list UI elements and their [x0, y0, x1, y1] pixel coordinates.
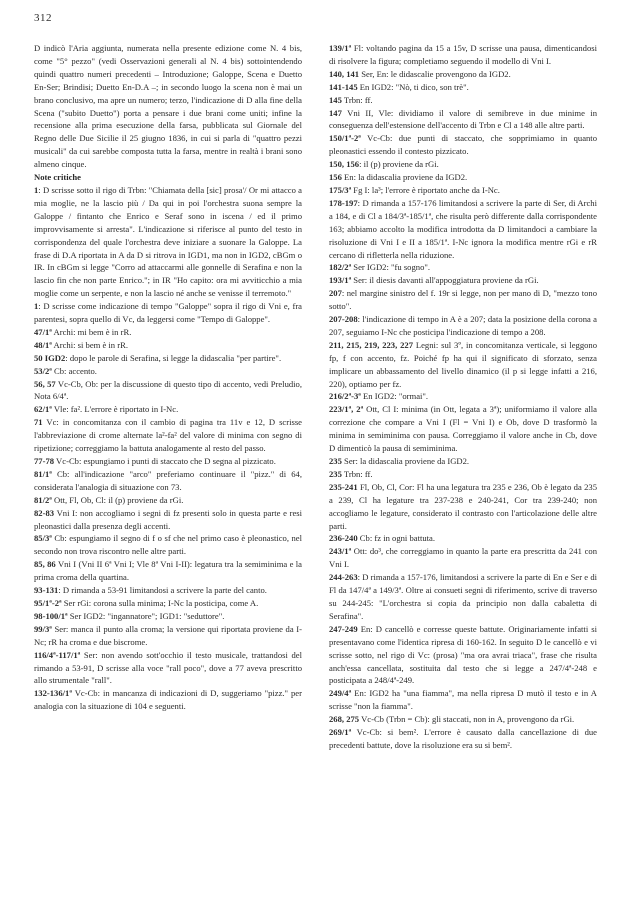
critical-note [329, 532, 597, 545]
right-notes-list [329, 42, 597, 752]
critical-note [329, 571, 597, 623]
note-reference: 82-83 [34, 507, 55, 518]
note-reference: 244-263 [329, 572, 358, 583]
critical-note [34, 558, 302, 584]
note-text: Vc-Cb (Trbn = Cb): gli staccati, non in A, provengono da rGi. [359, 714, 575, 725]
note-text: En: la didascalia proviene da IGD2. [341, 172, 468, 183]
note-reference: 150, 156 [329, 159, 360, 170]
note-text: Vle: fa². L'errore è riportato in I-Nc. [51, 404, 179, 415]
note-text: Ser IGD2: "fu sogno". [351, 262, 431, 273]
note-reference: 247-249 [329, 623, 358, 634]
note-reference: 81/1ª [34, 468, 52, 479]
critical-note [34, 494, 302, 507]
note-reference: 140, 141 [329, 68, 360, 79]
note-text: : l'indicazione di tempo in A è a 207; data la posizione della corona a 207, seguiamo I-Nc che posticipa l'indicazione di tempo a 208. [329, 314, 597, 337]
critical-note [34, 687, 302, 713]
note-text: : D scrisse sotto il rigo di Trbn: "Chiamata della [sic] prosa'/ Or mi attacco a mia moglie, ne la lascio più / Da qui in poi l'orchestra suona sempre la Galoppe / fintanto che Enrico e Seraf sono in iscena / ed il primo improvvisamente si arresta". L'indicazione si riferisce al punto del testo in corrispondenza del quale l'orchestra deve iniziare a suonare la Galoppe. La frase di D.A riportata in A da D si ritrova in IGD1, ma non in IGD2, cBGm o IR. In cBGm si legge "Corro ad attaccarmi alle gonnelle di Serafina e non la lascio fin che non parte Enrico."; in IR "Ho capito: ora mi avviticchio a mia moglie come un serpente, e non la lascio né anche se venisse il terremoto." [34, 184, 302, 299]
note-reference: 139/1ª [329, 43, 352, 53]
note-text: Ott, Fl, Ob, Cl: il (p) proviene da rGi. [51, 494, 184, 505]
critical-note [34, 352, 302, 365]
note-text: Trbn: ff. [341, 94, 373, 105]
critical-note [34, 584, 302, 597]
critical-note [34, 416, 302, 455]
critical-note [329, 468, 597, 481]
note-reference: 95/1ª-2ª [34, 597, 62, 608]
note-reference: 132-136/1ª [34, 688, 72, 699]
note-reference: 1 [34, 301, 39, 312]
section-heading: Note critiche [34, 172, 82, 183]
note-text: Vni II, Vle: dividiamo il valore di semibreve in due minime in conseguenza dell'estensione dell'accento di Trbn e Cl a 148 alle altre parti. [329, 107, 597, 131]
note-text: : nel margine sinistro del f. 19r si legge, non per mano di D, "mezzo tono sotto". [329, 288, 597, 312]
note-reference: 56, 57 [34, 378, 56, 389]
note-reference: 211, 215, 219, 223, 227 [329, 339, 414, 350]
note-text: Fl, Ob, Cl, Cor: Fl ha una legatura tra 235 e 236, Ob è legato da 235 a 239, Cl ha legature tra 237-238 e 240-241, Cor tra 239-240; non accogliamo le legature, considerato il contrasto con l'articolazione delle altre parti. [329, 481, 597, 531]
note-text: Ser: non avendo sott'occhio il testo musicale, trattandosi del rimando a 53-91, D scrisse alla voce "rall poco", dove a 77 aveva prescritto allo strumentale "rall". [34, 649, 302, 686]
note-reference: 81/2ª [34, 494, 52, 505]
note-text: Vc-Cb, Ob: per la discussione di questo tipo di accento, vedi Preludio, Nota 6/4ª. [34, 378, 302, 402]
page-number: 312 [34, 12, 52, 24]
note-text: Ser IGD2: "ingannatore"; IGD1: "seduttore". [67, 610, 225, 621]
critical-note [34, 455, 302, 468]
note-text: : D rimanda a 53-91 limitandosi a scrivere la parte del canto. [58, 585, 267, 596]
note-reference: 62/1ª [34, 404, 52, 415]
note-reference: 216/2ª-3ª [329, 391, 361, 402]
note-text: Fl: voltando pagina da 15 a 15v, D scrisse una pausa, dimenticandosi di risolvere la figura; completiamo seguendo il modello di Vni I. [329, 43, 597, 66]
critical-note [329, 481, 597, 533]
note-reference: 147 [329, 107, 342, 118]
note-reference: 71 [34, 417, 43, 428]
critical-note [329, 197, 597, 262]
critical-note [34, 403, 302, 416]
critical-note [329, 339, 597, 391]
critical-note [329, 132, 597, 158]
note-text: Vc-Cb: due punti di staccato, che sopprimiamo in quanto pleonastici essendo il contesto pizzicato. [329, 133, 597, 157]
critical-note [329, 455, 597, 468]
critical-note [329, 313, 597, 339]
note-text: Fg I: la³; l'errore è riportato anche da I-Nc. [351, 184, 500, 195]
critical-note [34, 649, 302, 688]
note-reference: 207-208 [329, 314, 358, 325]
critical-note [329, 545, 597, 571]
note-text: : D scrisse come indicazione di tempo "Galoppe" sopra il rigo di Vni e, fra parentesi, sopra quello di Vc, da leggersi come "Tempo di Galoppe". [34, 301, 302, 325]
note-text: Archi: mi bem è in rR. [51, 326, 132, 337]
critical-note [329, 171, 597, 184]
note-text: Ser: il diesis davanti all'appoggiatura proviene da rGi. [351, 275, 539, 286]
note-reference: 207 [329, 288, 342, 299]
critical-note [34, 378, 302, 404]
note-reference: 85, 86 [34, 559, 56, 570]
note-reference: 150/1ª-2ª [329, 133, 361, 144]
intro-paragraph: D indicò l'Aria aggiunta, numerata nella presente edizione come N. 4 bis, come "5° pezzo" (vedi Osservazioni generali al N. 4 bis) sottointendendo quindi quattro numeri precedenti – Introduzione; Galoppe, Scena e Duetto En-Ser; Brindisi; Duetto En-D.A –; in secondo luogo la scena non è mai un brano conclusivo, ma apre un numero; terzo, l'indicazione di D alla fine della Scena ("subito Duetto") porta a pensare i due brani come uniti; infine la recensione alla prima esecuzione della farsa, pubblicata sul Giornale del Regno delle Due Sicilie il 25 giugno 1836, in cui si parla di "quattro pezzi musicali" da cui sarebbe composta tutta la farsa, mentre in realtà i brani sono almeno cinque. [34, 43, 302, 170]
critical-note [329, 390, 597, 403]
note-text: Vc: in concomitanza con il cambio di pagina tra 11v e 12, D scrisse l'abbreviazione di crome alternate la²-fa² del valore di minima con segno di ripetizione; correggiamo la battuta analogamente al resto del passo. [34, 417, 302, 454]
note-reference: 268, 275 [329, 714, 360, 725]
note-text: Vni I: non accogliamo i segni di fz presenti solo in questa parte e resi pleonastici dalla presenza degli accenti. [34, 507, 302, 531]
critical-note [34, 339, 302, 352]
critical-note [329, 287, 597, 313]
critical-note [329, 184, 597, 197]
note-reference: 235-241 [329, 481, 358, 492]
note-text: Ser rGi: corona sulla minima; I-Nc la posticipa, come A. [61, 597, 259, 608]
critical-note [34, 365, 302, 378]
note-reference: 93-131 [34, 585, 59, 596]
note-text: : D rimanda a 157-176, limitandosi a scrivere la parte di En e Ser e di Fl da 147/4ª a 149/3ª. Oltre ai consueti segni di riferimento, scrive di traverso su 244-245: "L'orchestra si copia da principio non dalla cabaletta di Serafina". [329, 572, 597, 621]
note-reference: 99/3ª [34, 623, 52, 634]
note-text: Vc-Cb: si bem². L'errore è causato dalla cancellazione di due precedenti battute, dove la risoluzione era su si bem². [329, 727, 597, 750]
note-text: : dopo le parole di Serafina, si legge la didascalia "per partire". [65, 352, 282, 363]
critical-note [329, 42, 597, 68]
note-reference: 141-145 [329, 81, 358, 92]
left-column [34, 42, 302, 713]
note-reference: 178-197 [329, 197, 358, 208]
note-text: Ott: do³, che correggiamo in quanto la parte era prescritta da 241 con Vni I. [329, 546, 597, 570]
note-reference: 235 [329, 456, 342, 466]
note-reference: 269/1ª [329, 727, 352, 738]
note-text: Trbn: ff. [341, 468, 373, 479]
note-text: En: D cancellò e corresse queste battute. Originariamente infatti si presentavano come l'identica ripresa di 160-162. In seguito D le cancellò e vi scrisse sotto, nel rigo di Vc: (prosa) "ma ora avrai triaca", frase che risulta anch'essa cancellata, sostituita dal testo che si legge a 247/4ª-248 e posticipata a 248/4ª-249. [329, 623, 597, 686]
note-reference: 243/1ª [329, 546, 352, 557]
note-reference: 1 [34, 184, 39, 195]
critical-note [34, 184, 302, 300]
critical-note [329, 94, 597, 107]
critical-note [329, 726, 597, 752]
note-text: Archi: si bem è in rR. [51, 339, 128, 350]
critical-note [34, 468, 302, 494]
critical-note [329, 623, 597, 688]
note-reference: 85/3ª [34, 533, 52, 544]
note-reference: 236-240 [329, 533, 358, 544]
note-text: Vc-Cb: in mancanza di indicazioni di D, suggeriamo "pizz." per analogia con la situazione di 104 e seguenti. [34, 688, 302, 712]
note-text: Cb: fz in ogni battuta. [357, 533, 435, 544]
right-column [329, 42, 597, 752]
note-reference: 98-100/1ª [34, 610, 68, 621]
note-reference: 235 [329, 468, 342, 479]
note-text: Vni I (Vni II 6ª Vni I; Vle 8ª Vni I-II): legatura tra la semiminima e la prima croma della quartina. [34, 559, 302, 583]
note-text: Cb: all'indicazione "arco" preferiamo continuare il "pizz." di 64, considerata l'analogia di situazione con 73. [34, 468, 302, 492]
left-notes-list [34, 184, 302, 713]
note-text: Legni: sul 3º, in concomitanza verticale, si leggono fp, f con accento, fz. Poiché fp ha qui il significato di sforzato, senza implicare un abbassamento del livello dinamico (il p si legge infatti a 216, 220), optiamo per fz. [329, 339, 598, 389]
critical-note [329, 158, 597, 171]
note-text: Ser: manca il punto alla croma; la versione qui riportata proviene da I-Nc; rR ha croma e due biscrome. [34, 623, 302, 647]
critical-note [34, 507, 302, 533]
note-reference: 175/3ª [329, 184, 352, 195]
critical-note [329, 403, 597, 455]
note-reference: 47/1ª [34, 326, 52, 337]
critical-note [34, 597, 302, 610]
note-reference: 193/1ª [329, 275, 352, 286]
note-reference: 145 [329, 94, 342, 105]
critical-note [329, 713, 597, 726]
note-text: Ott, Cl I: minima (in Ott, legata a 3ª); uniformiamo il valore alla correzione che compare a Vni I (Fl = Vni I) e Ob, dove D trasformò la minima in semiminima con pausa. Correggiamo il valore anche in Cb, dove D dimenticò la pausa di semiminima. [329, 404, 597, 454]
note-text: Ser: la didascalia proviene da IGD2. [341, 456, 470, 466]
critical-note [329, 107, 597, 133]
note-text: Cb: espungiamo il segno di f o sf che nel primo caso è pleonastico, nel secondo non trova riscontro nelle altre parti. [34, 533, 302, 557]
note-text: En IGD2: "Nò, ti dico, son trè". [357, 81, 469, 92]
critical-note [329, 81, 597, 94]
note-reference: 77-78 [34, 456, 55, 466]
note-reference: 116/4ª-117/1ª [34, 649, 81, 660]
critical-note [329, 687, 597, 713]
critical-note [329, 261, 597, 274]
note-reference: 223/1ª, 2ª [329, 404, 364, 415]
note-text: En IGD2: "ormai". [360, 391, 429, 402]
critical-note [34, 532, 302, 558]
note-text: Ser, En: le didascalie provengono da IGD2. [359, 68, 511, 79]
note-text: Vc-Cb: espungiamo i punti di staccato che D segna al pizzicato. [54, 456, 276, 466]
note-reference: 48/1ª [34, 339, 52, 350]
critical-note [329, 274, 597, 287]
critical-note [34, 623, 302, 649]
note-reference: 53/2ª [34, 365, 52, 376]
critical-note [34, 610, 302, 623]
critical-note [34, 326, 302, 339]
critical-note [34, 300, 302, 326]
note-reference: 50 IGD2 [34, 352, 66, 363]
note-reference: 182/2ª [329, 262, 352, 273]
note-text: Cb: accento. [51, 365, 97, 376]
note-reference: 156 [329, 172, 342, 183]
note-text: : il (p) proviene da rGi. [359, 159, 439, 170]
note-text: En: IGD2 ha "una fiamma", ma nella ripresa D mutò il testo e in A scrisse "non la fiamma". [329, 688, 597, 712]
critical-note [329, 68, 597, 81]
note-text: : D rimanda a 157-176 limitandosi a scrivere la parte di Ser, di Archi a 184, e di Cl a 184/3ª-185/1ª, che risulta però differente dalla corrispondente 163; abbiamo accolto la modifica introdotta da D limitandoci a cambiare la risoluzione di Vni I e II a 185/1ª. I-Nc ignora la modifica mentre rGi e rR cercano di rifletterla nella riduzione. [329, 197, 597, 260]
note-reference: 249/4ª [329, 688, 352, 699]
